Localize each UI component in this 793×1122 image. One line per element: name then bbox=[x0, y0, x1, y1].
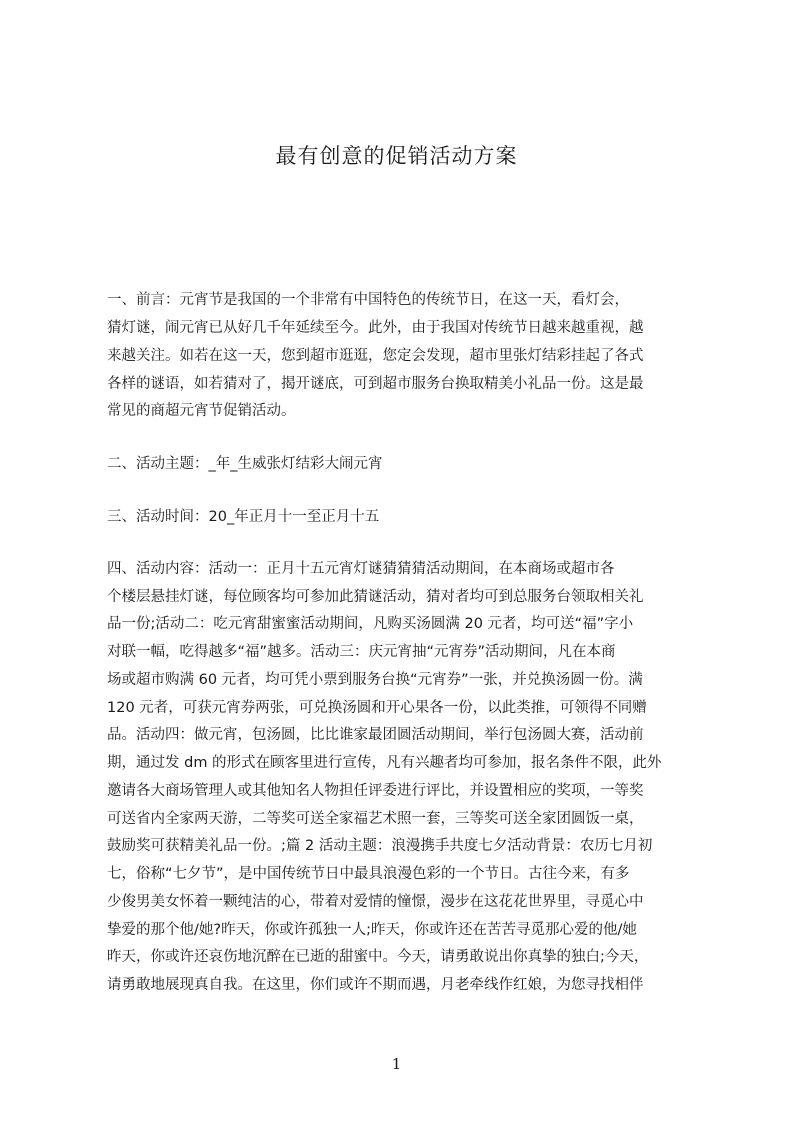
text-line: 挚爱的那个他/她?昨天，你或许孤独一人;昨天，你或许还在苦苦寻觅那心爱的他/她 bbox=[107, 922, 637, 938]
text-line: 三、活动时间：20_年正月十一至正月十五 bbox=[107, 509, 380, 525]
text-line: 邀请各大商场管理人或其他知名人物担任评委进行评比，并设置相应的奖项，一等奖 bbox=[107, 783, 644, 799]
text-line: 常见的商超元宵节促销活动。 bbox=[107, 403, 296, 419]
text-line: 对联一幅，吃得越多“福”越多。活动三：庆元宵抽“元宵券”活动期间，凡在本商 bbox=[107, 644, 616, 660]
document-title: 最有创意的促销活动方案 bbox=[275, 144, 518, 168]
text-line: 120 元者，可获元宵券两张，可兑换汤圆和开心果各一份，以此类推，可领得不同赠 bbox=[107, 700, 647, 716]
text-line: 个楼层悬挂灯谜，每位顾客均可参加此猜谜活动，猜对者均可到总服务台领取相关礼 bbox=[107, 589, 644, 605]
text-line: 各样的谜语，如若猜对了，揭开谜底，可到超市服务台换取精美小礼品一份。这是最 bbox=[107, 376, 644, 392]
text-line: 四、活动内容：活动一：正月十五元宵灯谜猜猜猜活动期间，在本商场或超市各 bbox=[107, 561, 615, 577]
text-line: 猜灯谜，闹元宵已从好几千年延续至今。此外，由于我国对传统节日越来越重视，越 bbox=[107, 320, 644, 336]
text-line: 二、活动主题：_年_生威张灯结彩大闹元宵 bbox=[107, 456, 383, 472]
page-number: 1 bbox=[391, 1055, 402, 1073]
text-line: 品一份;活动二：吃元宵甜蜜蜜活动期间，凡购买汤圆满 20 元者，均可送“福”字小 bbox=[107, 616, 634, 632]
text-line: 一、前言：元宵节是我国的一个非常有中国特色的传统节日，在这一天，看灯会， bbox=[107, 292, 629, 308]
text-line: 品。活动四：做元宵，包汤圆，比比谁家最团圆活动期间，举行包汤圆大赛，活动前 bbox=[107, 727, 644, 743]
text-line: 可送省内全家两天游，二等奖可送全家福艺术照一套，三等奖可送全家团圆饭一桌， bbox=[107, 811, 644, 827]
text-line: 请勇敢地展现真自我。在这里，你们或许不期而遇，月老牵线作红娘，为您寻找相伴 bbox=[107, 977, 644, 993]
text-line: 场或超市购满 60 元者，均可凭小票到服务台换“元宵券”一张，并兑换汤圆一份。满 bbox=[107, 672, 643, 688]
text-line: 来越关注。如若在这一天，您到超市逛逛，您定会发现，超市里张灯结彩挂起了各式 bbox=[107, 348, 644, 364]
text-line: 期，通过发 dm 的形式在顾客里进行宣传，凡有兴趣者均可参加，报名条件不限，此外 bbox=[107, 755, 662, 771]
text-line: 鼓励奖可获精美礼品一份。;篇 2 活动主题：浪漫携手共度七夕活动背景：农历七月初 bbox=[107, 838, 653, 854]
text-line: 七，俗称“七夕节”，是中国传统节日中最具浪漫色彩的一个节日。古往今来，有多 bbox=[107, 866, 630, 882]
text-line: 昨天，你或许还哀伤地沉醉在已逝的甜蜜中。今天，请勇敢说出你真挚的独白;今天， bbox=[107, 949, 649, 965]
text-line: 少俊男美女怀着一颗纯洁的心，带着对爱情的憧憬，漫步在这花花世界里，寻觅心中 bbox=[107, 894, 644, 910]
